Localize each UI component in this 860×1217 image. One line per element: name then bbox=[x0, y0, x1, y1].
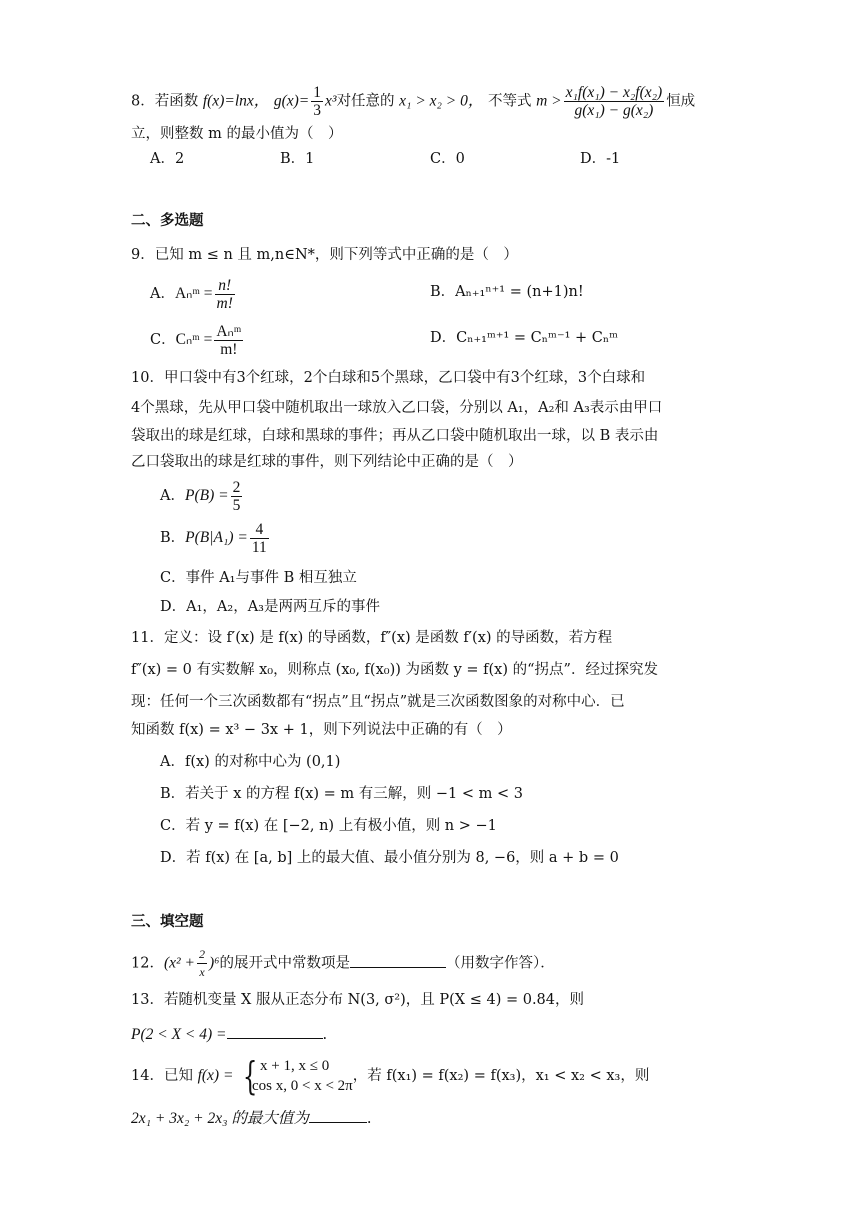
q8-option-a: A．2 bbox=[150, 151, 185, 167]
q11-line2: f″(x) = 0 有实数解 x₀，则称点 (x₀, f(x₀)) 为函数 y = f(x) 的“拐点”．经过探究发 bbox=[131, 662, 658, 678]
q8-g-def: g(x)= bbox=[273, 92, 310, 110]
q11-option-c: C．若 y = f(x) 在 [−2, n) 上有极小值，则 n > −1 bbox=[160, 818, 497, 834]
q10-line4: 乙口袋取出的球是红球的事件，则下列结论中正确的是（ ） bbox=[131, 454, 523, 470]
q14-line2: 2x₁ + 3x₂ + 2x₃ 的最大值为 . bbox=[131, 1110, 372, 1127]
q10-option-d: D．A₁，A₂，A₃是两两互斥的事件 bbox=[160, 599, 380, 615]
q11-option-b: B．若关于 x 的方程 f(x) = m 有三解，则 −1 < m < 3 bbox=[160, 786, 523, 802]
q13-answer-blank[interactable] bbox=[227, 1024, 323, 1039]
q8-option-d: D．-1 bbox=[580, 151, 621, 167]
q9-option-b: B．Aₙ₊₁ⁿ⁺¹ = (n+1)n! bbox=[430, 284, 584, 300]
q14-piecewise: { x + 1, x ≤ 0 cos x, 0 < x < 2π bbox=[242, 1054, 353, 1098]
q10-line1: 10．甲口袋中有3个红球，2个白球和5个黑球，乙口袋中有3个红球，3个白球和 bbox=[131, 370, 646, 386]
q8-text: 若函数 bbox=[154, 93, 199, 110]
q10-option-b: B．P(B|A₁) = $\frac{4}{11}$ bbox=[160, 520, 267, 556]
q9-option-a: A．Aₙᵐ = $\frac{n!}{m!}$ bbox=[150, 276, 233, 312]
q9-option-c: C．Cₙᵐ = $\frac{\text{Aₙᵐ}}{m!}$ bbox=[150, 322, 242, 358]
q8-option-b: B．1 bbox=[280, 151, 315, 167]
q11-option-d: D．若 f(x) 在 [a, b] 上的最大值、最小值分别为 8, −6，则 a + b = 0 bbox=[160, 850, 619, 866]
q11-option-a: A．f(x) 的对称中心为 (0,1) bbox=[160, 754, 341, 770]
q13-line2: P(2 < X < 4) = . bbox=[131, 1026, 328, 1043]
q14-answer-blank[interactable] bbox=[309, 1108, 367, 1123]
section-heading-fill-in: 三、填空题 bbox=[131, 914, 204, 930]
q8-number: 8． bbox=[131, 93, 155, 110]
q8-ineq-frac: $\frac{\text{x₁f(x₁) − x₂f(x₂)}}{\text{g(x₁) − g(x₂)}}$ bbox=[565, 84, 663, 119]
q8-condition: x₁ > x₂ > 0， bbox=[399, 92, 484, 110]
q12-answer-blank[interactable] bbox=[350, 953, 446, 968]
q9-stem: 9．已知 m ≤ n 且 m,n∈N*，则下列等式中正确的是（ ） bbox=[131, 247, 518, 263]
q11-line4: 知函数 f(x) = x³ − 3x + 1，则下列说法中正确的有（ ） bbox=[131, 722, 512, 738]
q8-f-def: f(x)=lnx， bbox=[202, 92, 270, 110]
q9-option-d: D．Cₙ₊₁ᵐ⁺¹ = Cₙᵐ⁻¹ + Cₙᵐ bbox=[430, 330, 619, 346]
q8-g-frac: $\frac{1}{3}$ bbox=[313, 84, 322, 119]
q11-line3: 现：任何一个三次函数都有“拐点”且“拐点”就是三次函数图象的对称中心．已 bbox=[131, 694, 625, 710]
q14-line1: 14．已知 f(x) = { x + 1, x ≤ 0 cos x, 0 < x < 2π ，若 f(x₁) = f(x₂) = f(x₃)，x₁ < x₂ < x₃，则 bbox=[131, 1054, 650, 1098]
q10-line2: 4个黑球，先从甲口袋中随机取出一球放入乙口袋，分别以 A₁，A₂和 A₃表示由甲口 bbox=[131, 400, 663, 416]
q12-line: 12．(x² + $\frac{2}{x}$ )⁶的展开式中常数项是 （用数字作答）． bbox=[131, 947, 555, 979]
q10-option-a: A．P(B) = $\frac{2}{5}$ bbox=[160, 478, 241, 514]
section-heading-multi-choice: 二、多选题 bbox=[131, 213, 204, 229]
q10-line3: 袋取出的球是红球，白球和黑球的事件；再从乙口袋中随机取出一球，以 B 表示由 bbox=[131, 428, 659, 444]
q10-option-c: C．事件 A₁与事件 B 相互独立 bbox=[160, 570, 357, 586]
q8-option-c: C．0 bbox=[430, 151, 465, 167]
q11-line1: 11．定义：设 f′(x) 是 f(x) 的导函数，f″(x) 是函数 f′(x) 的导函数，若方程 bbox=[131, 630, 613, 646]
q8-line2: 立，则整数 m 的最小值为（ ） bbox=[131, 126, 343, 142]
q13-line1: 13．若随机变量 X 服从正态分布 N(3, σ²)，且 P(X ≤ 4) = 0.84，则 bbox=[131, 992, 585, 1008]
q8-line1: 8．若函数 f(x)=lnx， g(x)= $\frac{1}{3}$ x³对任意的 x₁ > x₂ > 0， 不等式 m > $\frac{\text{x₁f(x₁) − x₂f(x₂)}}{\text{g(x₁) − g(x₂)}}$ 恒成 bbox=[131, 84, 696, 119]
